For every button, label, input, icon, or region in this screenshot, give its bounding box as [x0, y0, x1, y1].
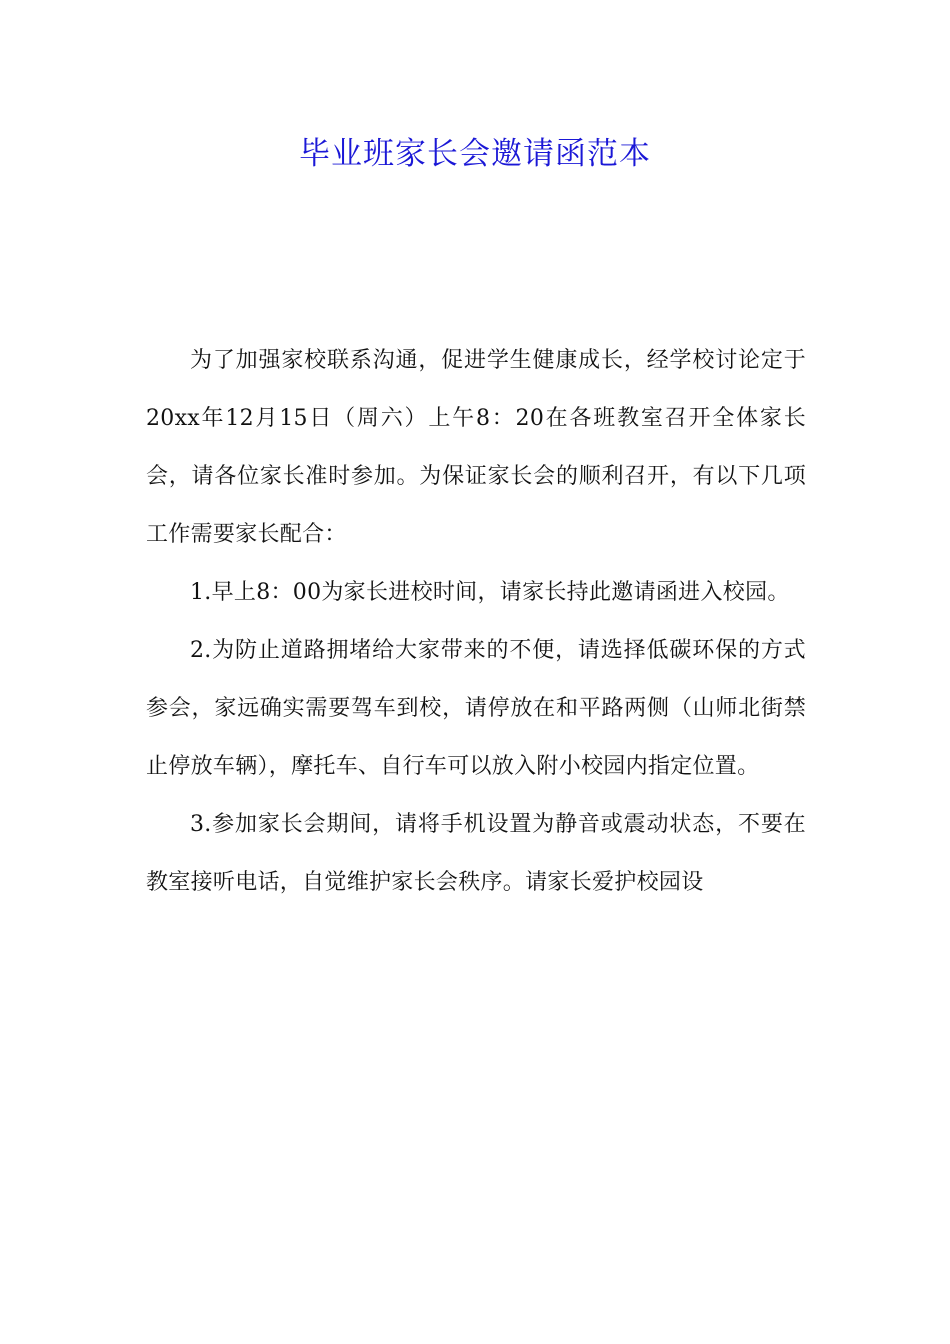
paragraph-item-3: 3.参加家长会期间，请将手机设置为静音或震动状态，不要在教室接听电话，自觉维护家长会秩序。请家长爱护校园设 — [146, 812, 806, 895]
paragraph-intro: 为了加强家校联系沟通，促进学生健康成长，经学校讨论定于20xx年12月15日（周六）上午8：20在各班教室召开全体家长会，请各位家长准时参加。为保证家长会的顺利召开，有以下几项工作需要家长配合： — [146, 348, 806, 547]
document-body — [146, 332, 806, 912]
paragraph-item-2: 2.为防止道路拥堵给大家带来的不便，请选择低碳环保的方式参会，家远确实需要驾车到校，请停放在和平路两侧（山师北街禁止停放车辆），摩托车、自行车可以放入附小校园内指定位置。 — [146, 638, 806, 779]
document-title: 毕业班家长会邀请函范本 — [299, 136, 651, 172]
paragraph-item-1: 1.早上8：00为家长进校时间，请家长持此邀请函进入校园。 — [190, 580, 790, 605]
